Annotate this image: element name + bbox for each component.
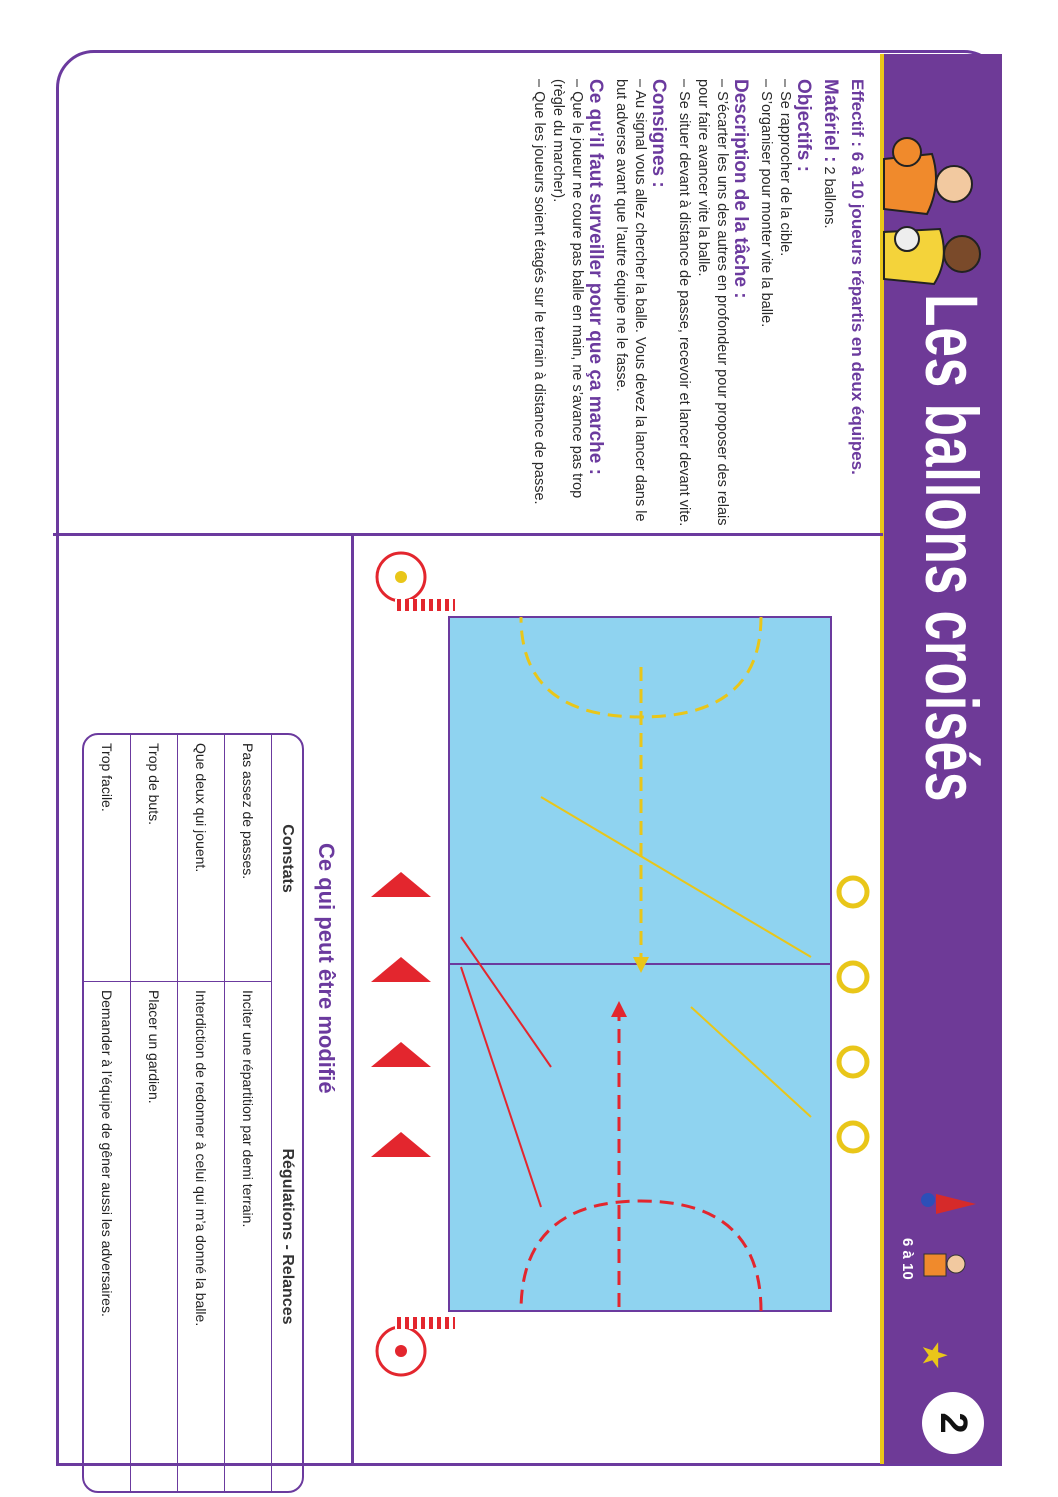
table-row [84, 735, 131, 1491]
surveiller-item: – Que les joueurs soient étagés sur le terrain à distance de passe. [531, 79, 547, 505]
objectif-item: – S’organiser pour monter vite la balle. [758, 79, 774, 328]
page-frame [56, 50, 1002, 1466]
regulation-cell: Inciter une répartition par demi terrain. [225, 982, 272, 1491]
modifications-title: Ce qui peut être modifié [314, 843, 339, 1094]
star-icon: ★ [915, 1340, 953, 1371]
consignes-heading: Consignes : [648, 79, 669, 188]
col-regulations: Régulations - Relances [279, 1148, 296, 1325]
children-illustration [882, 114, 1002, 314]
table-row [131, 735, 178, 1491]
section-divider [351, 536, 354, 1466]
sheet-number: 2 [922, 1392, 984, 1454]
constat-cell: Trop facile. [84, 735, 131, 982]
constat-cell: Pas assez de passes. [225, 735, 272, 982]
regulation-cell: Interdiction de redonner à celui qui m’a donné la balle. [178, 982, 225, 1491]
regulation-cell: Placer un gardien. [131, 982, 178, 1491]
table-row [178, 735, 225, 1491]
page-title: Les ballons croisés [910, 294, 993, 803]
column-divider [53, 533, 883, 536]
col-constats: Constats [279, 824, 296, 893]
effectif: Effectif : 6 à 10 joueurs répartis en deux équipes. [848, 79, 867, 475]
surveiller-item: – Que le joueur ne coure pas balle en main, ne s’avance pas trop (règle du marcher). [550, 79, 585, 499]
materiel-value: 2 ballons. [821, 166, 837, 229]
description-heading: Description de la tâche : [730, 79, 751, 299]
table-row [225, 735, 272, 1491]
title-banner [880, 54, 1002, 1464]
goal-right [395, 1317, 455, 1329]
objectif-item: – Se rapprocher de la cible. [777, 79, 793, 257]
red-players [371, 872, 431, 1157]
materiel [819, 79, 840, 529]
materiel-label: Matériel : [820, 79, 841, 163]
surveiller-heading: Ce qu’il faut surveiller pour que ça marche : [585, 79, 606, 475]
ball-icon [921, 1193, 935, 1207]
constat-cell: Trop de buts. [131, 735, 178, 982]
consigne-item: – Au signal vous allez chercher la balle. Vous devez la lancer dans le but adverse avant que l’autre équipe ne le fasse. [613, 79, 648, 522]
goal-left [395, 599, 455, 611]
yellow-players [839, 878, 867, 1151]
regulations-table [82, 733, 304, 1493]
cone-icon [936, 1194, 976, 1214]
instructions-column [529, 79, 867, 529]
constat-cell: Que deux qui jouent. [178, 735, 225, 982]
player-icon [924, 1254, 946, 1276]
regulation-cell: Demander à l’équipe de gêner aussi les adversaires. [84, 982, 131, 1491]
goal-target-yellow [377, 553, 425, 601]
description-item: – S’écarter les uns des autres en profondeur pour proposer des relais pour faire avancer vite la balle. [695, 79, 730, 526]
players-count: 6 à 10 [899, 1238, 916, 1280]
court-diagram [355, 537, 881, 1463]
goal-target-red [377, 1327, 425, 1375]
objectifs-heading: Objectifs : [793, 79, 814, 172]
description-item: – Se situer devant à distance de passe, recevoir et lancer devant vite. [676, 79, 692, 527]
